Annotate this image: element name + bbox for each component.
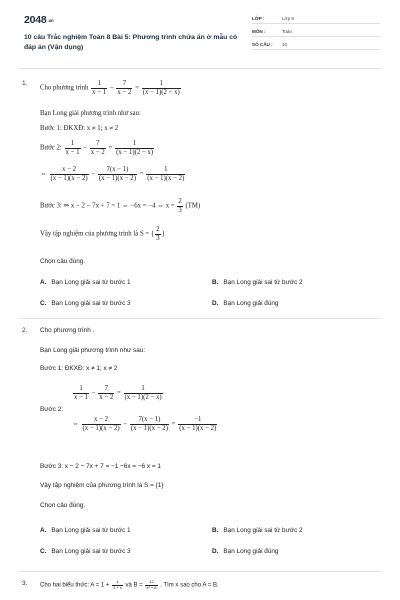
q1-step-3: Bước 3: ⇒ x − 2 − 7x + 7 = 1 ⇔ −6x = −4 ⇔ x = $\frac{2}{3}$ (TM) bbox=[40, 198, 201, 214]
page-title: 10 câu Trắc nghiệm Toán 8 Bài 5: Phương trình chứa ẩn ở mẫu có đáp án (Vận dụng) bbox=[24, 34, 238, 51]
question-number: 3. bbox=[22, 580, 28, 587]
q2-statement: Cho phương trình . bbox=[40, 327, 95, 334]
meta-row-count: SỐ CÂU : 10 bbox=[252, 40, 380, 50]
q1-solve-intro: Bạn Long giải phương trình như sau: bbox=[40, 110, 141, 117]
q1-choose: Chọn câu đúng. bbox=[40, 258, 86, 265]
q2-option-b[interactable]: B. Bạn Long giải sai từ bước 2 bbox=[212, 527, 303, 534]
question-3 bbox=[22, 580, 372, 598]
q2-step-1: Bước 1: ĐKXĐ: x ≠ 1; x ≠ 2 bbox=[40, 365, 118, 372]
q2-step-3: Bước 3: x − 2 − 7x + 7 = −1 −6x = −6 x = 1 bbox=[40, 463, 161, 470]
q2-option-d[interactable]: D. Bạn Long giải đúng bbox=[212, 548, 279, 555]
q1-step-1: Bước 1: ĐKXĐ: x ≠ 1; x ≠ 2 bbox=[40, 125, 119, 132]
question-number: 1. bbox=[22, 80, 28, 87]
meta-row-class: LỚP : Lớp 8 bbox=[252, 14, 380, 24]
meta-row-subject: MÔN : Toán bbox=[252, 27, 380, 37]
header bbox=[24, 14, 380, 64]
site-logo[interactable]: 2048.vn bbox=[24, 14, 54, 26]
q2-option-c[interactable]: C. Bạn Long giải sai từ bước 3 bbox=[40, 548, 131, 555]
question-number: 2. bbox=[22, 327, 28, 334]
divider bbox=[18, 68, 382, 69]
q2-solve-intro: Bạn Long giải phương trình như sau: bbox=[40, 347, 146, 354]
question-2 bbox=[22, 327, 372, 567]
q2-conclusion: Vậy tập nghiệm của phương trình là S = {1} bbox=[40, 482, 164, 489]
q1-conclusion: Vậy tập nghiệm của phương trình là S = { $\frac{2}{3}$ } bbox=[40, 226, 165, 242]
q2-step-2-transform: ⇔ $\frac{x - 2}{(x - 1)(x - 2)}$ − $\frac{7(x - 1)}{(x - 1)(x - 2)}$ = $\frac{-1}{(x - 1)(x - 2)}$ bbox=[72, 416, 217, 432]
q1-step-2: Bước 2: $\frac{1}{x - 1}$ − $\frac{7}{x - 2}$ = $\frac{1}{(x - 1)(2 - x)}$ bbox=[40, 140, 154, 156]
q2-choose: Chọn câu đúng. bbox=[40, 502, 86, 509]
question-1 bbox=[22, 80, 372, 320]
meta-info bbox=[252, 14, 380, 53]
q1-option-b[interactable]: B. Bạn Long giải sai từ bước 2 bbox=[212, 279, 303, 286]
q1-step-2-transform: ⇔ $\frac{x - 2}{(x - 1)(x - 2)}$ − $\frac{7(x - 1)}{(x - 1)(x - 2)}$ = $\frac{1}{(x - 1)(x - 2)}$ bbox=[40, 166, 185, 182]
q3-statement: Cho hai biểu thức: A = 1 + $\frac{1}{2 + x}$ và B = $\frac{12}{\text{x³ + 8}}$ . Tìm x sao cho A = B. bbox=[40, 579, 219, 590]
q2-option-a[interactable]: A. Bạn Long giải sai từ bước 1 bbox=[40, 527, 131, 534]
q1-option-d[interactable]: D. Bạn Long giải đúng bbox=[212, 300, 279, 307]
q1-option-c[interactable]: C. Bạn Long giải sai từ bước 3 bbox=[40, 300, 131, 307]
divider bbox=[18, 318, 382, 319]
q1-statement: Cho phương trình $\frac{1}{x - 1}$ − $\frac{7}{x - 2}$ = $\frac{1}{(x - 1)(2 - x)}$ bbox=[40, 80, 180, 96]
q2-step-2-label: Bước 2: bbox=[40, 406, 64, 413]
q2-step-2-eq: $\frac{1}{x - 1}$ − $\frac{7}{x - 2}$ = $\frac{1}{(x - 1)(2 - x)}$ bbox=[74, 385, 162, 401]
divider bbox=[18, 571, 382, 572]
q1-option-a[interactable]: A. Bạn Long giải sai từ bước 1 bbox=[40, 279, 131, 286]
